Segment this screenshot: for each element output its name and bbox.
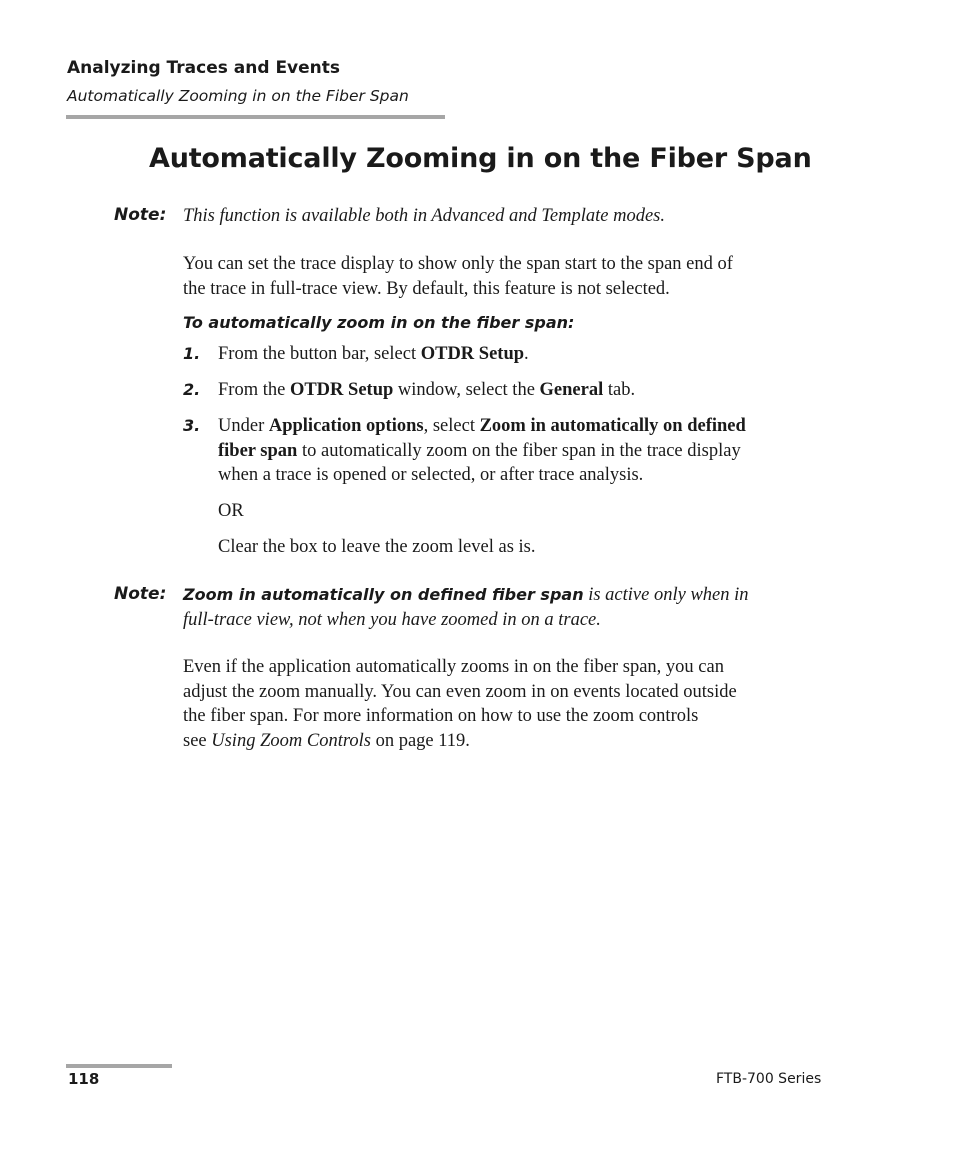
note-label: Note: xyxy=(114,584,167,604)
alternative-text: Clear the box to leave the zoom level as is. xyxy=(218,537,536,557)
ui-label-otdr-setup: OTDR Setup xyxy=(420,344,525,364)
ui-label-application-options: Application options xyxy=(268,416,424,436)
product-series: FTB-700 Series xyxy=(716,1071,822,1087)
step-text-plain: window, select the xyxy=(393,380,540,400)
step-number: 1. xyxy=(183,344,201,363)
closing-line: adjust the zoom manually. You can even zoom in on events located outside xyxy=(183,681,737,702)
closing-line: the fiber span. For more information on how to use the zoom controls xyxy=(183,706,699,726)
step-text-plain: Under xyxy=(218,416,269,436)
ui-label-zoom-option: Zoom in automatically on defined xyxy=(479,416,746,436)
ui-label-otdr-setup: OTDR Setup xyxy=(289,380,394,400)
step-text-plain: From the button bar, select xyxy=(218,344,421,364)
step-number: 3. xyxy=(183,416,201,435)
page-title: Automatically Zooming in on the Fiber Span xyxy=(149,143,812,174)
note-text-lead: Zoom in automatically on defined fiber span xyxy=(183,585,584,604)
ui-label-general: General xyxy=(539,380,604,400)
procedure-heading: To automatically zoom in on the fiber span: xyxy=(183,313,575,332)
step-text-plain: . xyxy=(524,344,529,364)
intro-paragraph xyxy=(183,252,733,301)
running-header-chapter: Analyzing Traces and Events xyxy=(67,58,341,78)
closing-paragraph xyxy=(183,655,737,753)
ui-label-zoom-option: fiber span xyxy=(218,440,298,461)
step-text xyxy=(218,378,635,403)
step-text-plain: to automatically zoom on the fiber span in the trace display xyxy=(297,440,741,461)
step-text-plain: when a trace is opened or selected, or after trace analysis. xyxy=(218,465,644,485)
step-text-plain: , select xyxy=(423,416,480,436)
intro-line: You can set the trace display to show only the span start to the span end of xyxy=(183,254,733,274)
cross-reference-link[interactable]: Using Zoom Controls xyxy=(211,730,371,751)
note-text xyxy=(183,583,749,632)
step-number: 2. xyxy=(183,380,201,399)
closing-line: Even if the application automatically zooms in on the fiber span, you can xyxy=(183,657,724,677)
or-text: OR xyxy=(218,501,244,521)
step-text xyxy=(218,342,529,367)
step-text xyxy=(218,414,746,488)
step-text-plain: tab. xyxy=(603,380,636,400)
note-text: This function is available both in Advanced and Template modes. xyxy=(183,206,665,226)
step-text-plain: From the xyxy=(218,380,290,400)
header-rule xyxy=(66,115,445,119)
intro-line: the trace in full-trace view. By default, this feature is not selected. xyxy=(183,278,670,299)
page-number: 118 xyxy=(68,1070,100,1088)
closing-line: see xyxy=(183,730,212,751)
note-text-plain: is active only when in xyxy=(583,585,749,605)
running-header-section: Automatically Zooming in on the Fiber Span xyxy=(67,87,409,105)
closing-line: on page 119. xyxy=(370,730,470,751)
note-label: Note: xyxy=(114,205,167,225)
footer-rule xyxy=(66,1064,172,1068)
note-text-plain: full-trace view, not when you have zoomed in on a trace. xyxy=(183,609,601,630)
